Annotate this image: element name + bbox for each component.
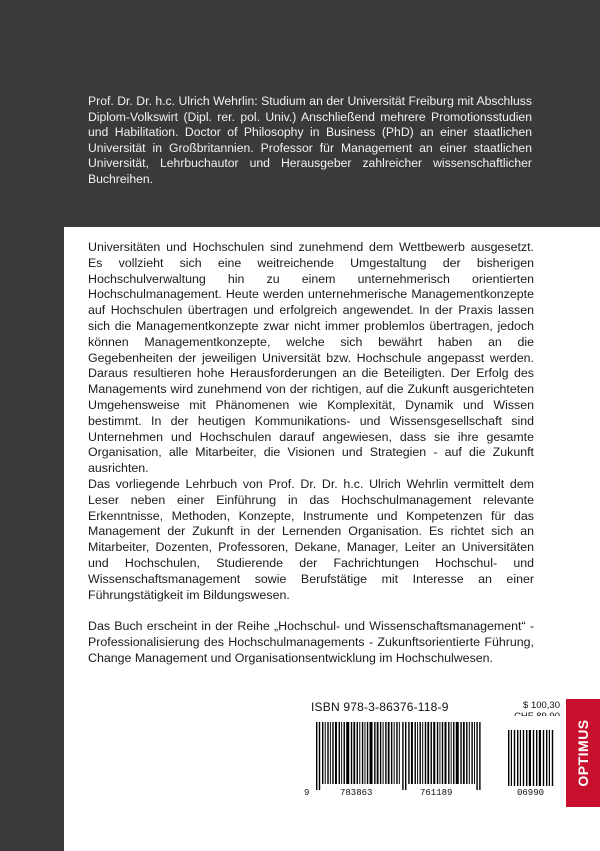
barcode-bar [391, 722, 392, 784]
barcode-bar [437, 722, 438, 784]
barcode-bar [448, 722, 449, 784]
barcode-bar [408, 722, 409, 784]
barcode-bar [370, 722, 373, 784]
barcode-bar [346, 722, 349, 784]
barcode-bar [335, 722, 337, 784]
barcode-bar [385, 722, 386, 784]
publisher-name: OPTIMUS [575, 719, 591, 787]
barcode-bar [456, 722, 459, 784]
barcode-bar [322, 722, 323, 784]
barcode-bar [330, 722, 331, 784]
barcode-bar [377, 722, 379, 784]
barcode-bar [517, 730, 518, 786]
barcode-bar [399, 722, 400, 784]
isbn-label: ISBN 978-3-86376-118-9 [311, 700, 449, 714]
barcode-bar [442, 722, 443, 784]
barcode-bar [383, 722, 384, 784]
barcode-bar [463, 722, 465, 784]
barcode-bars-addon [508, 730, 553, 786]
barcode-bar [353, 722, 355, 784]
barcode-bar [539, 730, 541, 786]
barcode [302, 716, 564, 798]
barcode-digits-addon: 06990 [517, 788, 545, 798]
barcode-bar [439, 722, 440, 784]
barcode-bar [364, 722, 365, 784]
barcode-digits-group-2: 761189 [420, 788, 453, 798]
barcode-bar [533, 730, 534, 786]
barcode-bar [362, 722, 363, 784]
barcode-bar [327, 722, 328, 784]
barcode-bar [523, 730, 524, 786]
barcode-bar [380, 722, 381, 784]
barcode-bar [451, 722, 452, 784]
barcode-bar [471, 722, 472, 784]
barcode-bar [536, 730, 537, 786]
barcode-bar [425, 722, 426, 784]
barcode-bar [341, 722, 342, 784]
barcode-bar [396, 722, 397, 784]
barcode-bar [344, 722, 345, 784]
barcode-bar [359, 722, 360, 784]
publisher-logo [566, 699, 600, 807]
barcode-bar [374, 722, 375, 784]
barcode-digits-group-1: 783863 [340, 788, 373, 798]
barcode-bar [351, 722, 352, 784]
barcode-bar [511, 730, 512, 786]
barcode-bar [479, 722, 480, 790]
barcode-bar [427, 722, 429, 784]
barcode-bar [453, 722, 454, 784]
author-bio: Prof. Dr. Dr. h.c. Ulrich Wehrlin: Studium an der Universität Freiburg mit Abschluss Diplom-Volkswirt (Dipl. rer. pol. Univ.) Anschließend mehrere Promotionsstudien und Habilitation. Doctor of Philosophy in Business (PhD) an einer staatlichen Universität in Großbritannien. Professor für Management an einer staatlichen Universität, Lehrbuchautor und Herausgeber zahlreicher wissenschaftlicher Buchreihen. [88, 94, 532, 186]
barcode-bar [552, 730, 553, 786]
barcode-bar [431, 722, 432, 784]
barcode-bar [543, 730, 544, 786]
barcode-bar [325, 722, 326, 784]
barcode-bar [526, 730, 527, 786]
barcode-bar [433, 722, 435, 784]
barcode-bar [445, 722, 447, 784]
barcode-bar [367, 722, 368, 784]
barcode-bar [339, 722, 340, 784]
barcode-bar [419, 722, 420, 784]
author-band [0, 0, 600, 227]
barcode-bar [514, 730, 515, 786]
barcode-bar [422, 722, 423, 784]
barcode-bar [549, 730, 550, 786]
blurb [88, 240, 534, 667]
barcode-bar [474, 722, 475, 784]
barcode-bar [508, 730, 509, 786]
barcode-bar [388, 722, 390, 784]
blurb-paragraph: Das vorliegende Lehrbuch von Prof. Dr. Dr. h.c. Ulrich Wehrlin vermittelt dem Leser neben einer Einführung in das Hochschulmanagement relevante Erkenntnisse, Methoden, Konzepte, Instrumente und Kompetenzen für das Management der Zukunft in der Lernenden Organisation. Es richtet sich an Mitarbeiter, Dozenten, Professoren, Dekane, Manager, Leiter an Universitäten und Hochschulen, Studierende der Fachrichtungen Hochschul- und Wissenschaftsmanagement sowie Berufstätige mit Interesse an einer Führungstätigkeit im Bildungswesen. [88, 476, 534, 602]
barcode-bar [411, 722, 413, 784]
barcode-bar [319, 722, 320, 790]
left-strip [0, 227, 64, 851]
price-usd: $ 100,30 [523, 700, 560, 711]
barcode-bar [415, 722, 416, 784]
barcode-bar [394, 722, 395, 784]
barcode-bar [402, 722, 403, 790]
blurb-paragraph: Universitäten und Hochschulen sind zunehmend dem Wettbewerb ausgesetzt. Es vollzieht sich eine weitreichende Umgestaltung der bisherigen Hochschulverwaltung hin zu einem unternehmerisch orientierten Hochschulmanagement. Heute werden unternehmerische Managementkonzepte auf Hochschulen übertragen und erfolgreich angewendet. In der Praxis lassen sich die Managementkonzepte zwar nicht immer problemlos übertragen, jedoch können Managementkonzepte, welche sich bewährt haben an die Gegebenheiten der jeweiligen Universität bzw. Hochschule angepasst werden. Daraus resultieren hohe Herausforderungen an die Beteiligten. Der Erfolg des Managements wird zunehmend von der richtigen, auf die Zukunft ausgerichteten Umgehensweise mit Phänomenen wie Komplexität, Dynamik und Wissen bestimmt. In der heutigen Kommunikations- und Wissensgesellschaft sind Unternehmen und Hochschulen darauf angewiesen, dass sie ihre gesamte Organisation, alle Mitarbeiter, die Visionen und Strategien - auf die Zukunft ausrichten. [88, 240, 534, 476]
barcode-digit-lead: 9 [304, 788, 310, 798]
barcode-bar [316, 722, 317, 790]
barcode-bar [546, 730, 547, 786]
barcode-bar [357, 722, 358, 784]
blurb-paragraph: Das Buch erscheint in der Reihe „Hochschul- und Wissenschaftsmanagement“ - Professionalisierung des Hochschulmanagements - Zukunftsorientierte Führung, Change Management und Organisationsentwicklung im Hochschulwesen. [88, 619, 534, 665]
barcode-bar [460, 722, 461, 784]
barcode-bar [332, 722, 333, 784]
barcode-bar [469, 722, 470, 784]
barcode-bar [405, 722, 406, 790]
barcode-bar [476, 722, 477, 790]
barcode-bar [529, 730, 531, 786]
barcode-bar [520, 730, 521, 786]
barcode-bar [417, 722, 418, 784]
barcode-bar [466, 722, 467, 784]
